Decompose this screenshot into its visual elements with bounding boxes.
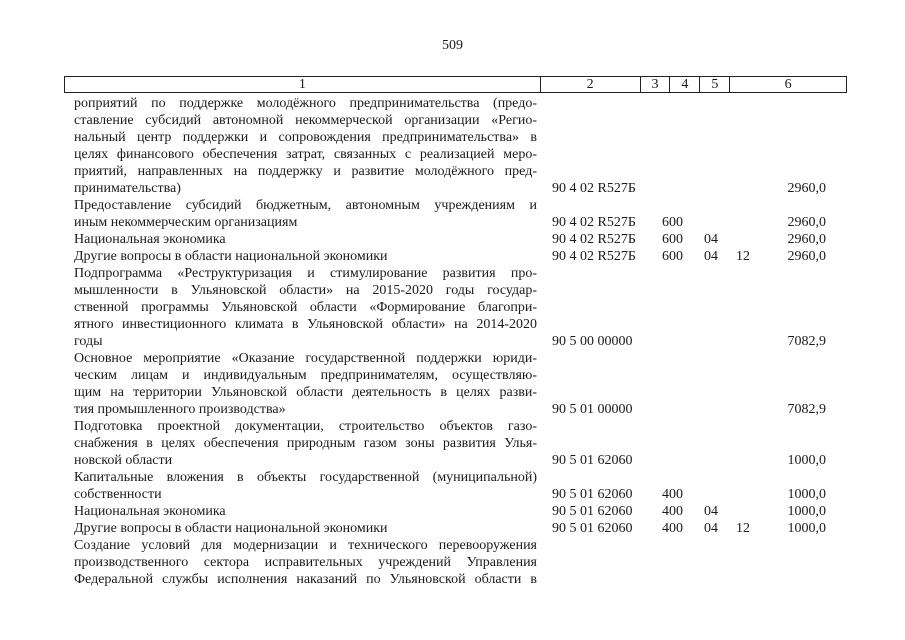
section: 04 <box>704 504 718 519</box>
table-row <box>74 197 864 231</box>
page-number: 509 <box>442 38 463 53</box>
description-line: Национальная экономика <box>74 504 226 519</box>
header-col-4: 4 <box>670 77 700 92</box>
amount: 2960,0 <box>787 215 826 230</box>
budget-code: 90 4 02 R527Б <box>552 232 636 247</box>
description-line: ставление субсидий автономной некоммерческой организации «Регио- <box>74 113 537 128</box>
expense-type: 600 <box>662 232 683 247</box>
table-row <box>74 231 864 248</box>
subsection: 12 <box>736 521 750 536</box>
section: 04 <box>704 232 718 247</box>
description-line: Предоставление субсидий бюджетным, автономным учреждениям и <box>74 198 537 213</box>
row-description <box>74 503 537 520</box>
budget-code: 90 5 00 00000 <box>552 334 633 349</box>
amount: 2960,0 <box>787 249 826 264</box>
section: 04 <box>704 521 718 536</box>
description-line: нальный центр поддержки и сопровождения предпринимательства» в <box>74 130 537 145</box>
row-description <box>74 265 537 350</box>
budget-code: 90 4 02 R527Б <box>552 215 636 230</box>
amount: 1000,0 <box>787 504 826 519</box>
header-col-2: 2 <box>541 77 641 92</box>
table-row <box>74 350 864 418</box>
amount: 7082,9 <box>787 402 826 417</box>
description-line: принимательства) <box>74 181 181 196</box>
table-row <box>74 265 864 350</box>
header-col-6: 6 <box>784 77 792 92</box>
header-col-1: 1 <box>65 77 541 92</box>
description-line: собственности <box>74 487 162 502</box>
table-row <box>74 503 864 520</box>
expense-type: 600 <box>662 249 683 264</box>
table-row <box>74 537 864 588</box>
description-line: иным некоммерческим организациям <box>74 215 298 230</box>
expense-type: 600 <box>662 215 683 230</box>
amount: 1000,0 <box>787 453 826 468</box>
description-line: щим на территории Ульяновской области деятельность в целях разви- <box>74 385 537 400</box>
expense-type: 400 <box>662 504 683 519</box>
amount: 7082,9 <box>787 334 826 349</box>
description-line: Национальная экономика <box>74 232 226 247</box>
table-row <box>74 95 864 197</box>
description-line: Создание условий для модернизации и технического перевооружения <box>74 538 537 553</box>
row-description <box>74 231 537 248</box>
description-line: новской области <box>74 453 173 468</box>
table-row <box>74 469 864 503</box>
budget-code: 90 5 01 62060 <box>552 453 633 468</box>
amount: 1000,0 <box>787 487 826 502</box>
section: 04 <box>704 249 718 264</box>
table-row <box>74 520 864 537</box>
description-line: ческим лицам и индивидуальным предпринимателям, осуществляю- <box>74 368 537 383</box>
row-description <box>74 418 537 469</box>
budget-code: 90 5 01 62060 <box>552 504 633 519</box>
amount: 2960,0 <box>787 232 826 247</box>
row-description <box>74 350 537 418</box>
row-description <box>74 197 537 231</box>
header-col-3: 3 <box>641 77 671 92</box>
expense-type: 400 <box>662 487 683 502</box>
table-row <box>74 248 864 265</box>
row-description <box>74 520 537 537</box>
description-line: целях финансового обеспечения затрат, связанных с реализацией меро- <box>74 147 537 162</box>
description-line: Капитальные вложения в объекты государственной (муниципальной) <box>74 470 537 485</box>
description-line: мышленности в Ульяновской области» на 2015-2020 годы государ- <box>74 283 537 298</box>
budget-code: 90 4 02 R527Б <box>552 249 636 264</box>
row-description <box>74 248 537 265</box>
budget-code: 90 4 02 R527Б <box>552 181 636 196</box>
budget-code: 90 5 01 62060 <box>552 521 633 536</box>
row-description <box>74 469 537 503</box>
description-line: ятного инвестиционного климата в Ульяновской области» на 2014-2020 <box>74 317 537 332</box>
amount: 2960,0 <box>787 181 826 196</box>
header-col-5: 5 <box>700 77 730 92</box>
description-line: снабжения в целях обеспечения природным газом зоны развития Улья- <box>74 436 537 451</box>
description-line: ственной программы Ульяновской области «Формирование благопри- <box>74 300 537 315</box>
description-line: Другие вопросы в области национальной экономики <box>74 521 388 536</box>
table-body <box>74 95 864 588</box>
expense-type: 400 <box>662 521 683 536</box>
description-line: годы <box>74 334 103 349</box>
description-line: производственного сектора исправительных учреждений Управления <box>74 555 537 570</box>
description-line: Другие вопросы в области национальной экономики <box>74 249 388 264</box>
description-line: тия промышленного производства» <box>74 402 286 417</box>
description-line: Подготовка проектной документации, строительство объектов газо- <box>74 419 537 434</box>
description-line: Основное мероприятие «Оказание государственной поддержки юриди- <box>74 351 537 366</box>
row-description <box>74 95 537 197</box>
description-line: Подпрограмма «Реструктуризация и стимулирование развития про- <box>74 266 537 281</box>
description-line: роприятий по поддержке молодёжного предпринимательства (предо- <box>74 96 537 111</box>
row-description <box>74 537 537 588</box>
amount: 1000,0 <box>787 521 826 536</box>
subsection: 12 <box>736 249 750 264</box>
budget-code: 90 5 01 62060 <box>552 487 633 502</box>
description-line: Федеральной службы исполнения наказаний по Ульяновской области в <box>74 572 537 587</box>
table-row <box>74 418 864 469</box>
description-line: приятий, направленных на поддержку и развитие молодёжного пред- <box>74 164 537 179</box>
budget-code: 90 5 01 00000 <box>552 402 633 417</box>
table-header <box>64 76 847 93</box>
